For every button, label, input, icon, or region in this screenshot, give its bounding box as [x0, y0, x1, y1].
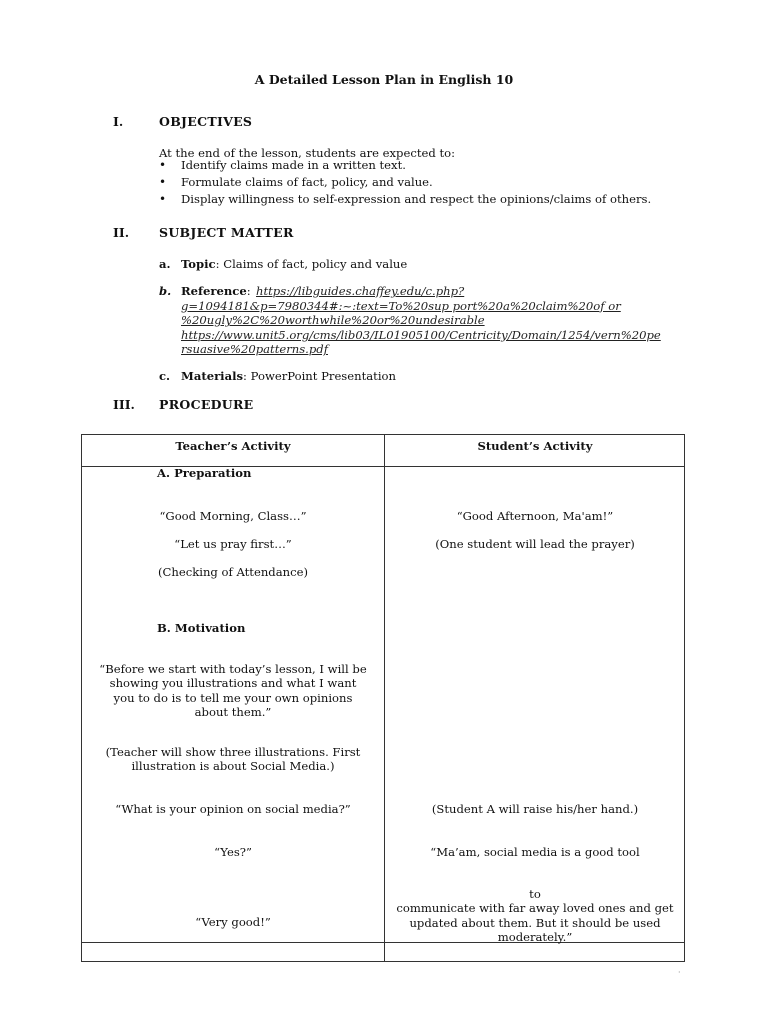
student-answer-line: communicate with far away loved ones and get — [396, 901, 674, 916]
teacher-illustration-note — [82, 745, 384, 774]
subject-matter-number: II. — [113, 225, 130, 240]
student-answer-line: moderately.” — [497, 930, 573, 945]
teacher-question: “What is your opinion on social media?” — [115, 802, 351, 816]
teacher-instruction-line: “Before we start with today’s lesson, I will be — [99, 662, 367, 676]
reference-link[interactable]: %20ugly%2C%20worthwhile%20or%20undesirable — [181, 313, 485, 328]
reference-link[interactable]: g=1094181&p=7980344#:~:text=To%20sup port%20a%20claim%20of or — [181, 298, 621, 313]
topic-letter: a. — [159, 257, 171, 271]
objective-item: • Formulate claims of fact, policy, and value. — [159, 174, 651, 191]
student-prayer: (One student will lead the prayer) — [435, 537, 635, 551]
student-answer-line: updated about them. But it should be used — [409, 915, 661, 930]
procedure-number: III. — [113, 397, 135, 412]
teacher-very-good: “Very good!” — [195, 915, 271, 929]
teacher-pray: “Let us pray first…” — [174, 537, 292, 551]
materials-line — [159, 369, 396, 383]
student-activity-header: Student’s Activity — [477, 439, 593, 453]
teacher-instruction-line: about them.” — [194, 705, 272, 720]
teacher-note-line: (Teacher will show three illustrations. First — [105, 745, 361, 759]
student-answer-line: to — [529, 887, 541, 901]
materials-letter: c. — [159, 369, 171, 383]
objectives-number: I. — [113, 114, 124, 129]
objective-item: • Identify claims made in a written text. — [159, 157, 651, 174]
student-answer-continued — [385, 887, 685, 945]
topic-label: Topic — [181, 257, 216, 271]
teacher-attendance: (Checking of Attendance) — [158, 565, 308, 579]
teacher-yes: “Yes?” — [214, 845, 252, 859]
procedure-table — [81, 434, 685, 962]
preparation-stage: A. Preparation — [157, 466, 252, 480]
materials-label: Materials — [181, 369, 244, 383]
motivation-stage: B. Motivation — [157, 621, 246, 635]
teacher-instruction — [82, 662, 384, 720]
topic-value: : Claims of fact, policy and value — [215, 257, 408, 271]
teacher-instruction-line: you to do is to tell me your own opinions — [113, 690, 353, 705]
objectives-intro: At the end of the lesson, students are expected to: — [159, 146, 456, 160]
reference-links — [181, 284, 661, 357]
teacher-note-line: illustration is about Social Media.) — [131, 759, 335, 774]
objectives-heading: OBJECTIVES — [159, 114, 253, 129]
student-greeting: “Good Afternoon, Ma'am!” — [456, 509, 614, 523]
teacher-activity-header: Teacher’s Activity — [175, 439, 291, 453]
teacher-greeting: “Good Morning, Class…” — [159, 509, 307, 523]
teacher-instruction-line: showing you illustrations and what I want — [109, 676, 357, 691]
student-answer-start: “Ma’am, social media is a good tool — [430, 845, 640, 859]
reference-link[interactable]: rsuasive%20patterns.pdf — [181, 342, 328, 357]
reference-sep: : — [246, 284, 251, 298]
document-title: A Detailed Lesson Plan in English 10 — [254, 72, 514, 87]
page-corner-mark: · — [678, 968, 681, 977]
objective-item: • Display willingness to self-expression and respect the opinions/claims of others. — [159, 191, 651, 208]
materials-value: : PowerPoint Presentation — [243, 369, 396, 383]
reference-label: Reference — [181, 284, 247, 298]
reference-link[interactable]: https://libguides.chaffey.edu/c.php? — [256, 284, 465, 298]
reference-letter: b. — [159, 284, 172, 298]
topic-line — [159, 257, 407, 271]
subject-matter-heading: SUBJECT MATTER — [159, 225, 294, 240]
procedure-heading: PROCEDURE — [159, 397, 254, 412]
reference-link[interactable]: https://www.unit5.org/cms/lib03/IL01905100/Centricity/Domain/1254/vern%20pe — [181, 327, 661, 342]
objectives-list — [159, 157, 651, 208]
student-raise-hand: (Student A will raise his/her hand.) — [431, 802, 639, 816]
